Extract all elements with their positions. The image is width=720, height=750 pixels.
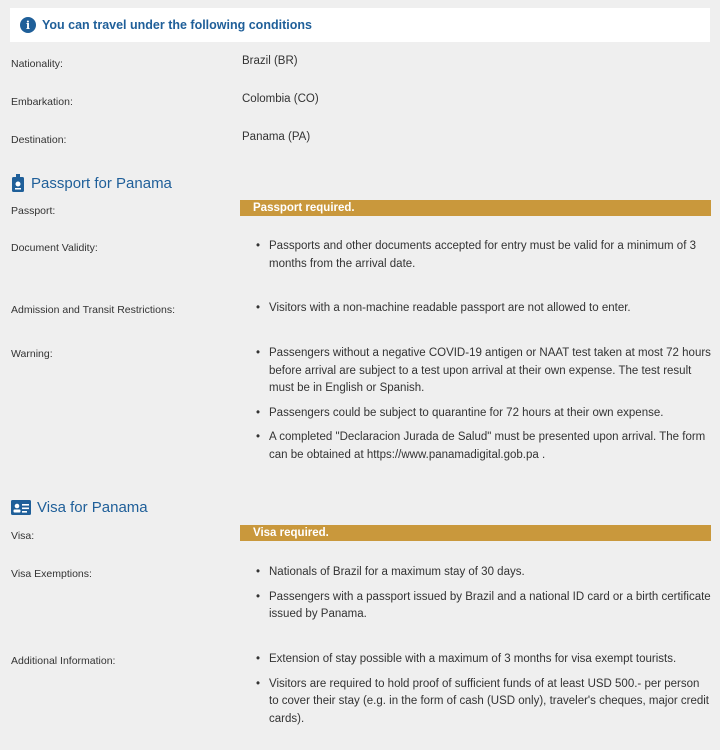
visa-exemptions-list xyxy=(256,564,711,631)
destination-label: Destination: xyxy=(11,134,67,146)
additional-info-label: Additional Information: xyxy=(11,655,116,667)
passport-section-title xyxy=(11,174,172,193)
id-card-icon xyxy=(11,500,31,515)
passport-label: Passport: xyxy=(11,205,56,217)
info-icon: i xyxy=(20,17,36,33)
list-item: • Passengers could be subject to quarantine for 72 hours at their own expense. xyxy=(256,405,711,423)
passport-icon xyxy=(11,174,25,193)
banner-text: You can travel under the following conditions xyxy=(42,18,312,32)
document-validity-label: Document Validity: xyxy=(11,242,98,254)
visa-status-bar: Visa required. xyxy=(240,525,711,541)
passport-status-bar: Passport required. xyxy=(240,200,711,216)
passport-section-title-text: Passport for Panama xyxy=(31,175,172,192)
list-item: • Nationals of Brazil for a maximum stay of 30 days. xyxy=(256,564,711,582)
warning-label: Warning: xyxy=(11,348,53,360)
additional-info-list xyxy=(256,651,711,735)
visa-label: Visa: xyxy=(11,530,35,542)
embarkation-label: Embarkation: xyxy=(11,96,73,108)
list-item: • Visitors are required to hold proof of sufficient funds of at least USD 500.- per person to cover their stay (e.g. in the form of cash (USD only), traveler's cheques, major credit cards). xyxy=(256,676,711,729)
conditions-banner xyxy=(10,8,710,42)
visa-section-title-text: Visa for Panama xyxy=(37,499,148,516)
nationality-label: Nationality: xyxy=(11,58,63,70)
list-item: • Extension of stay possible with a maximum of 3 months for visa exempt tourists. xyxy=(256,651,711,669)
list-item: • Passports and other documents accepted for entry must be valid for a minimum of 3 months from the arrival date. xyxy=(256,238,711,273)
destination-value: Panama (PA) xyxy=(242,131,311,143)
visa-exemptions-label: Visa Exemptions: xyxy=(11,568,92,580)
admission-restrictions-label: Admission and Transit Restrictions: xyxy=(11,304,175,316)
nationality-value: Brazil (BR) xyxy=(242,55,298,67)
document-validity-list xyxy=(256,238,711,280)
visa-section-title xyxy=(11,499,148,516)
list-item: • Visitors with a non-machine readable passport are not allowed to enter. xyxy=(256,300,711,318)
list-item: • Passengers without a negative COVID-19 antigen or NAAT test taken at most 72 hours before arrival are subject to a test upon arrival at their own expense. The test result must be in English or Spanish. xyxy=(256,345,711,398)
warning-list xyxy=(256,345,711,471)
embarkation-value: Colombia (CO) xyxy=(242,93,319,105)
admission-restrictions-list xyxy=(256,300,711,325)
list-item: • A completed "Declaracion Jurada de Salud" must be presented upon arrival. The form can be obtained at https://www.panamadigital.gob.pa . xyxy=(256,429,711,464)
list-item: • Passengers with a passport issued by Brazil and a national ID card or a birth certificate issued by Panama. xyxy=(256,589,711,624)
